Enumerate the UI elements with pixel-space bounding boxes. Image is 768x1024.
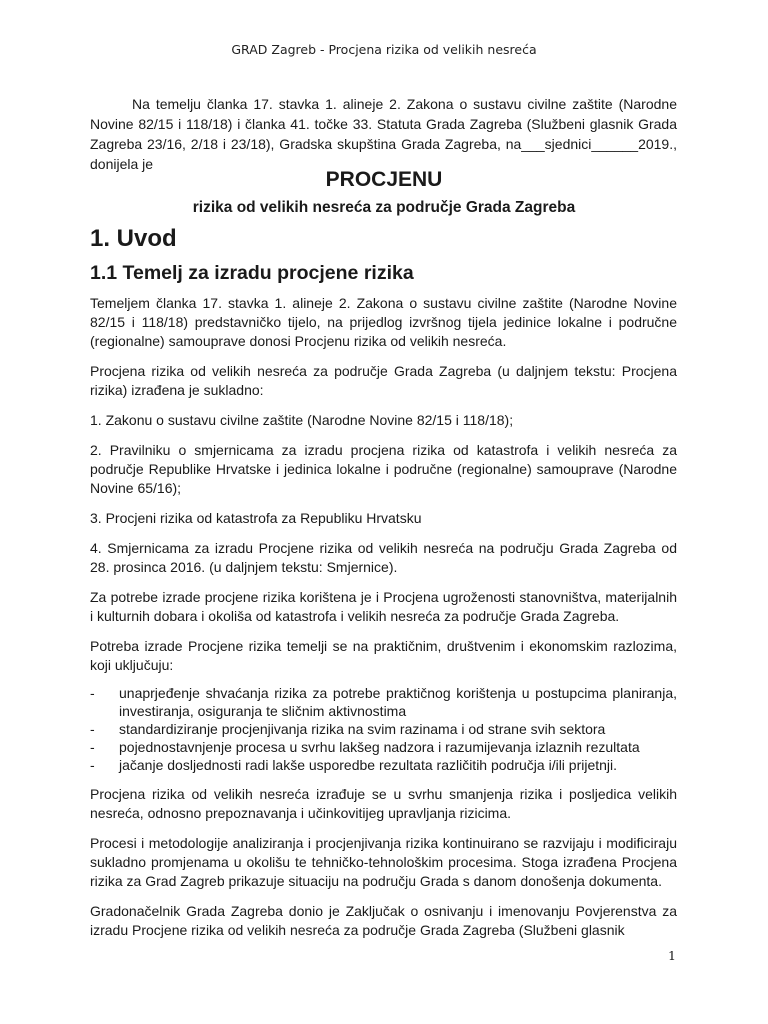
list-item-text: jačanje dosljednosti radi lakše usporedbe rezultata različitih područja i/ili prijetnji. bbox=[119, 757, 618, 773]
subsection-heading: 1.1 Temelj za izradu procjene rizika bbox=[90, 262, 414, 284]
list-bullet: - bbox=[90, 739, 95, 755]
body-paragraph: Procjena rizika od velikih nesreća za područje Grada Zagreba (u daljnjem tekstu: Procjena rizika) izrađena je sukladno: bbox=[90, 363, 677, 398]
document-title: PROCJENU bbox=[325, 168, 443, 191]
list-item bbox=[90, 720, 677, 738]
body-paragraph: Za potrebe izrade procjene rizika korištena je i Procjena ugroženosti stanovništva, materijalnih i kulturnih dobara i okoliša od katastrofa i velikih nesreća za područje Grada Zagreba. bbox=[90, 589, 677, 624]
body-paragraph: 1. Zakonu o sustavu civilne zaštite (Narodne Novine 82/15 i 118/18); bbox=[90, 412, 514, 428]
list-bullet: - bbox=[90, 757, 95, 773]
list-item bbox=[90, 684, 677, 720]
list-bullet: - bbox=[90, 721, 95, 737]
intro-paragraph: Na temelju članka 17. stavka 1. alineje 2. Zakona o sustavu civilne zaštite (Narodne Novine 82/15 i 118/18) i članka 41. točke 33. Statuta Grada Zagreba (Službeni glasnik Grada Zagreba 23/16, 2/18 i 23/18), Gradska skupština Grada Zagreba, na___sjednici______2019., donijela je bbox=[90, 96, 677, 172]
list-item-text: standardiziranje procjenjivanja rizika na svim razinama i od strane svih sektora bbox=[119, 721, 606, 737]
body-paragraph: Potreba izrade Procjene rizika temelji se na praktičnim, društvenim i ekonomskim razlozima, koji uključuju: bbox=[90, 638, 677, 673]
running-header: GRAD Zagreb - Procjena rizika od velikih nesreća bbox=[231, 42, 537, 57]
list-item bbox=[90, 756, 677, 774]
page-number: 1 bbox=[668, 948, 676, 963]
body-paragraph: Temeljem članka 17. stavka 1. alineje 2. Zakona o sustavu civilne zaštite (Narodne Novine 82/15 i 118/18) predstavničko tijelo, na prijedlog izvršnog tijela jedinice lokalne i područne (regionalne) samouprave donosi Procjenu rizika od velikih nesreća. bbox=[90, 295, 677, 349]
list-item bbox=[90, 738, 677, 756]
body-paragraph: Procesi i metodologije analiziranja i procjenjivanja rizika kontinuirano se razvijaju i modificiraju sukladno promjenama u okolišu te tehničko-tehnološkim procesima. Stoga izrađena Procjena rizika za Grad Zagreb prikazuje situaciju na području Grada s danom donošenja dokumenta. bbox=[90, 835, 677, 889]
body-paragraph: Gradonačelnik Grada Zagreba donio je Zaključak o osnivanju i imenovanju Povjerenstva za izradu Procjene rizika od velikih nesreća za područje Grada Zagreba (Službeni glasnik bbox=[90, 903, 677, 938]
body-paragraph: 4. Smjernicama za izradu Procjene rizika od velikih nesreća na području Grada Zagreba od 28. prosinca 2016. (u daljnjem tekstu: Smjernice). bbox=[90, 540, 677, 575]
list-bullet: - bbox=[90, 685, 95, 701]
reasons-list bbox=[90, 684, 677, 774]
body-paragraph: Procjena rizika od velikih nesreća izrađuje se u svrhu smanjenja rizika i posljedica velikih nesreća, odnosno prepoznavanja i učinkovitijeg upravljanja rizicima. bbox=[90, 786, 677, 821]
document-body bbox=[90, 294, 677, 951]
body-paragraph: 3. Procjeni rizika od katastrofa za Republiku Hrvatsku bbox=[90, 510, 422, 526]
document-subtitle: rizika od velikih nesreća za područje Grada Zagreba bbox=[192, 199, 576, 216]
list-item-text: unaprjeđenje shvaćanja rizika za potrebe praktičnog korištenja u postupcima planiranja, investiranja, osiguranja te sličnim aktivnostima bbox=[119, 685, 677, 719]
intro-block bbox=[90, 94, 677, 174]
body-paragraph: 2. Pravilniku o smjernicama za izradu procjena rizika od katastrofa i velikih nesreća za područje Republike Hrvatske i jedinica lokalne i područne (regionalne) samouprave (Narodne Novine 65/16); bbox=[90, 442, 677, 496]
list-item-text: pojednostavnjenje procesa u svrhu lakšeg nadzora i razumijevanja izlaznih rezultata bbox=[119, 739, 640, 755]
section-heading: 1. Uvod bbox=[90, 225, 177, 252]
